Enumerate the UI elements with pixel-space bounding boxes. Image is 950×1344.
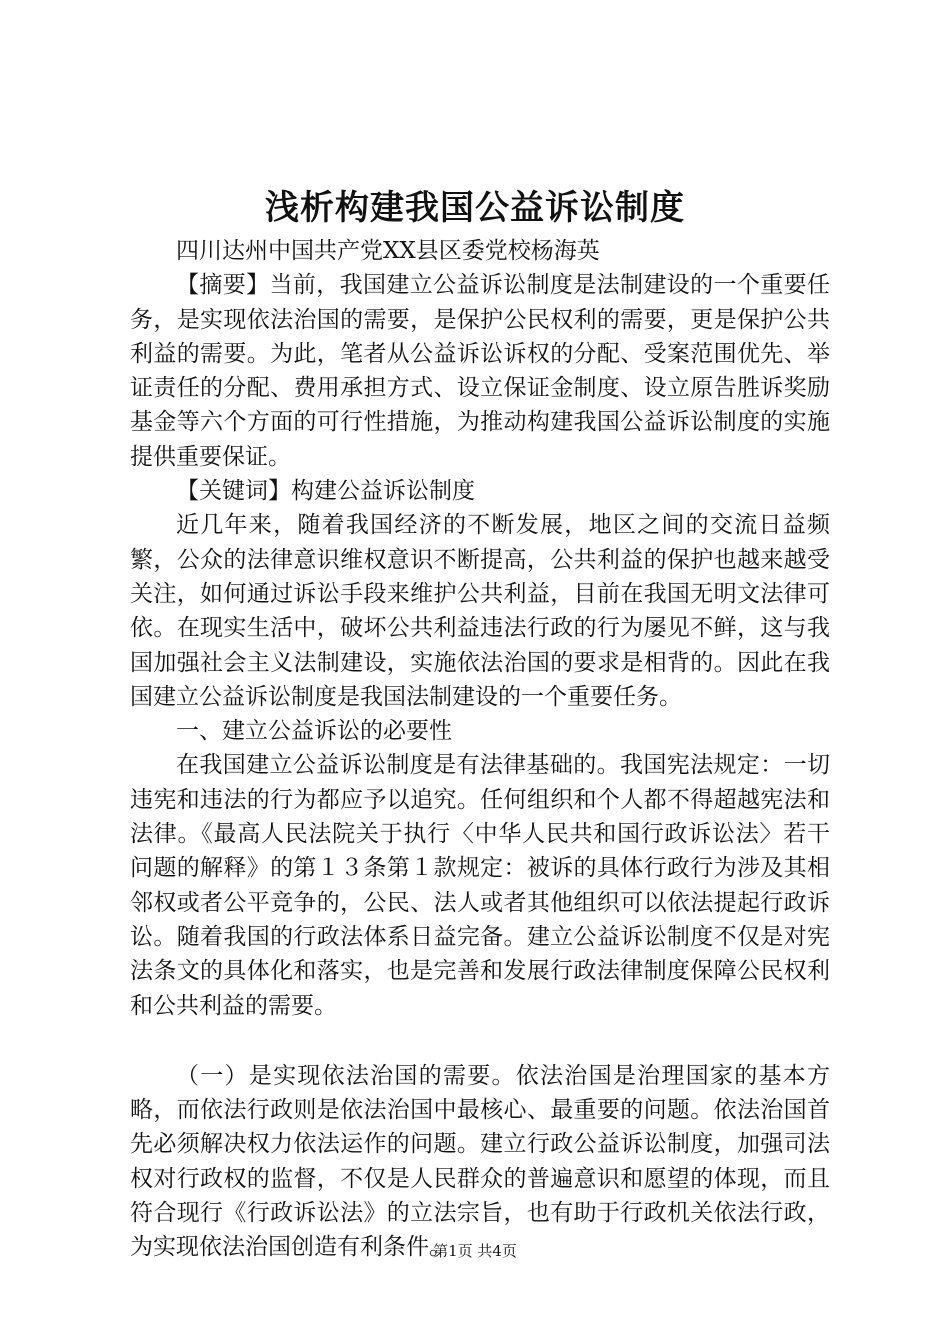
document-title: 浅析构建我国公益诉讼制度 bbox=[265, 188, 685, 228]
author-line: 四川达州中国共产党XX县区委党校杨海英 bbox=[176, 238, 600, 264]
intro-paragraph: 近几年来，随着我国经济的不断发展，地区之间的交流日益频繁，公众的法律意识维权意识不断提高，公共利益的保护也越来越受关注，如何通过诉讼手段来维护公共利益，目前在我国无明文法律可依。在现实生活中，破坏公共利益违法行政的行为屡见不鲜，这与我国加强社会主义法制建设，实施依法治国的要求是相背的。因此在我国建立公益诉讼制度是我国法制建设的一个重要任务。 bbox=[130, 512, 830, 710]
subsection-paragraph: （一）是实现依法治国的需要。依法治国是治理国家的基本方略，而依法行政则是依法治国中最核心、最重要的问题。依法治国首先必须解决权力依法运作的问题。建立行政公益诉讼制度，加强司法权对行政权的监督，不仅是人民群众的普遍意识和愿望的体现，而且符合现行《行政诉讼法》的立法宗旨，也有助于行政机关依法行政，为实现依法治国创造有利条件。 bbox=[130, 1062, 830, 1261]
section-paragraph: 在我国建立公益诉讼制度是有法律基础的。我国宪法规定：一切违宪和违法的行为都应予以追究。任何组织和个人都不得超越宪法和法律。《最高人民法院关于执行〈中华人民共和国行政诉讼法〉若干问题的解释》的第１３条第１款规定：被诉的具体行政行为涉及其相邻权或者公平竞争的，公民、法人或者其他组织可以依法提起行政诉讼。随着我国的行政法体系日益完备。建立公益诉讼制度不仅是对宪法条文的具体化和落实，也是完善和发展行政法律制度保障公民权利和公共利益的需要。 bbox=[130, 752, 830, 1019]
abstract-paragraph: 【摘要】当前，我国建立公益诉讼制度是法制建设的一个重要任务，是实现依法治国的需要，是保护公民权利的需要，更是保护公共利益的需要。为此，笔者从公益诉讼诉权的分配、受案范围优先、举证责任的分配、费用承担方式、设立保证金制度、设立原告胜诉奖励基金等六个方面的可行性措施，为推动构建我国公益诉讼制度的实施提供重要保证。 bbox=[130, 272, 830, 470]
keywords-paragraph: 【关键词】构建公益诉讼制度 bbox=[176, 478, 475, 505]
section-heading: 一、建立公益诉讼的必要性 bbox=[176, 718, 452, 745]
document-body bbox=[130, 234, 830, 1265]
page-number-footer: 第1页 共4页 bbox=[433, 1242, 517, 1260]
